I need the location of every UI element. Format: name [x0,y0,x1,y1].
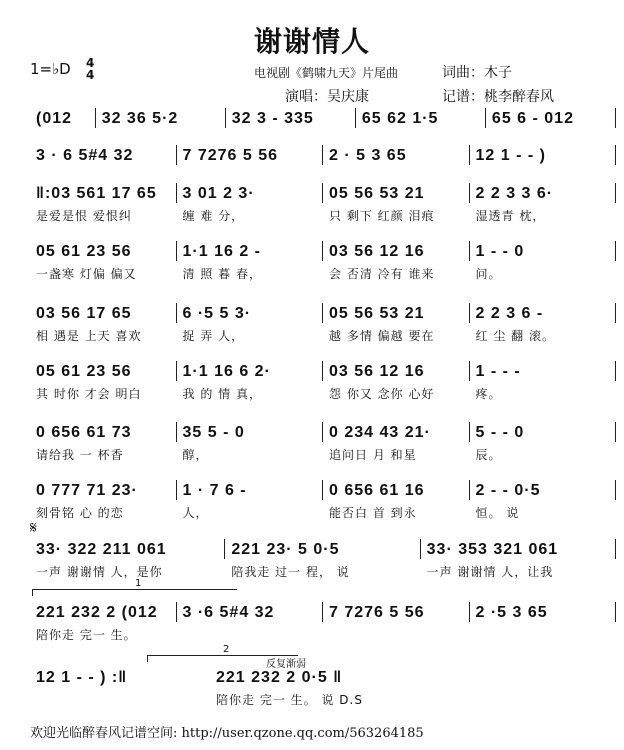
measure [356,108,486,128]
measure-notes: 3 01 2 3· [182,185,255,202]
measure-notes: 12 1 - - ) [475,147,546,164]
measure-notes: 1·1 16 2 - [182,243,261,260]
measure [30,108,96,128]
measure [30,361,177,401]
measure-lyrics: 其 时你 才会 明白 [36,387,142,401]
lyrics-music-credit: 词曲：木子 [442,65,512,81]
measure-lyrics: 是爱是恨 爱恨纠 [36,209,132,223]
key-signature: 1=♭D [30,60,71,78]
meter-bottom: 4 [86,68,95,82]
measure-notes: 0 656 61 73 [36,424,132,441]
score-row [30,145,616,165]
measure-lyrics: 会 否清 冷有 谁来 [329,267,435,281]
measure [470,303,617,343]
measure [30,539,225,579]
score-row [30,422,616,462]
measure-notes: 33· 353 321 061 [426,541,559,558]
measure [30,183,177,223]
measure [323,303,470,343]
measure-lyrics: 只 剩下 红颜 泪痕 [329,209,435,223]
measure-notes: 65 6 - 012 [491,110,574,127]
measure-lyrics: 怨 你又 念你 心好 [329,387,435,401]
measure-notes: 221 232 2 0·5 ‖ [216,669,343,686]
measure [323,602,470,622]
measure [470,361,617,401]
time-signature [86,57,94,81]
measure-notes: 32 36 5·2 [101,110,179,127]
measure-notes: 65 62 1·5 [361,110,439,127]
measure-lyrics: 恒。 说 [475,506,520,520]
measure [30,602,177,642]
measure-lyrics: 缠 难 分， [182,209,245,223]
measure-notes: 3 · 6 5#4 32 [36,147,134,164]
subtitle: 电视剧《鹤啸九天》片尾曲 [254,66,399,80]
volta-2-label: 2 [223,644,230,655]
measure-notes: 05 56 53 21 [329,185,425,202]
measure-notes: 0 234 43 21· [329,424,431,441]
measure-notes: 1·1 16 6 2· [182,363,271,380]
measure-notes: 5 - - 0 [475,424,525,441]
song-title: 谢谢情人 [253,25,370,58]
measure-lyrics: 醇， [182,448,209,462]
measure [177,303,324,343]
measure-notes: 05 61 23 56 [36,363,132,380]
measure [225,539,420,579]
measure-lyrics: 疼。 [475,387,502,401]
measure-notes: 2 ·5 3 65 [475,604,548,621]
measure-notes: 33· 322 211 061 [36,541,167,558]
first-ending-bracket [32,578,237,596]
measure-notes: 6 ·5 5 3· [182,305,252,322]
measure-notes: 05 56 53 21 [329,305,425,322]
measure-notes: 12 1 - - ) :‖ [36,669,128,686]
measure-notes: 1 - - - [475,363,521,380]
score-row [30,667,390,707]
measure-lyrics: 相 遇是 上天 喜欢 [36,329,142,343]
measure [30,241,177,281]
measure [177,422,324,462]
measure [30,303,177,343]
score-row [30,539,616,579]
measure [470,422,617,462]
measure-notes: 03 56 17 65 [36,305,132,322]
measure [470,145,617,165]
measure [177,361,324,401]
measure [177,241,324,281]
measure-notes: 7 7276 5 56 [182,147,279,164]
measure-notes: 0 656 61 16 [329,482,425,499]
measure [177,602,324,622]
measure [30,422,177,462]
singer-credit: 演唱：吴庆康 [285,89,369,105]
measure [323,145,470,165]
measure-notes: 1 - - 0 [475,243,525,260]
measure [323,183,470,223]
measure-lyrics: 陪我走 过一 程， 说 [231,565,350,579]
measure-lyrics: 一盏寒 灯偏 偏又 [36,267,137,281]
measure-lyrics: 湿透青 枕， [475,209,546,223]
measure-notes: 2 2 3 6 - [475,305,544,322]
measure [470,183,617,223]
measure-lyrics: 追问日 月 和星 [329,448,417,462]
measure-lyrics: 问。 [475,267,502,281]
measure-lyrics: 请给我 一 杯香 [36,448,124,462]
measure-notes: 35 5 - 0 [182,424,245,441]
measure-notes: 1 · 7 6 - [182,482,247,499]
measure-lyrics: 越 多情 偏越 要在 [329,329,435,343]
measure-lyrics: 辰。 [475,448,502,462]
transcriber-credit: 记谱：桃李醉春风 [442,89,554,105]
score-row [30,108,616,128]
measure-notes: 7 7276 5 56 [329,604,425,621]
measure [421,539,616,579]
measure [30,145,177,165]
measure-notes: 03 56 12 16 [329,243,425,260]
measure-lyrics: 清 照 暮 春， [182,267,262,281]
measure-notes: 32 3 - 335 [231,110,314,127]
measure-notes: 0 777 71 23· [36,482,138,499]
measure-lyrics: 刻骨铭 心 的恋 [36,506,124,520]
measure [226,108,356,128]
measure [470,241,617,281]
measure [323,361,470,401]
measure [177,145,324,165]
score-row [30,361,616,401]
score-row [30,480,616,520]
measure-notes: ‖:03 561 17 65 [36,185,157,202]
measure-lyrics: 一声 谢谢情 人，是你 [36,565,163,579]
measure-notes: 2 - - 0·5 [475,482,541,499]
measure-lyrics: 人， [182,506,209,520]
measure [30,667,210,687]
volta-1-label: 1 [135,578,142,589]
measure [96,108,226,128]
meter-top: 4 [86,56,95,70]
measure-notes: 2 · 5 3 65 [329,147,407,164]
footer-text: 欢迎光临醉春风记谱空间: http://user.qzone.qq.com/563264185 [30,726,424,741]
score-row [30,241,616,281]
measure [323,422,470,462]
measure [486,108,616,128]
measure-notes: (012 [36,110,73,127]
measure-lyrics: 能否白 首 到永 [329,506,417,520]
measure-lyrics: 陪你走 完一 生。 说 D.S [216,693,363,707]
measure [323,480,470,520]
measure-lyrics: 一声 谢谢情 人，让我 [426,565,554,579]
measure [210,667,390,707]
measure-notes: 05 61 23 56 [36,243,132,260]
measure [177,480,324,520]
measure-notes: 221 23· 5 0·5 [231,541,340,558]
measure-notes: 03 56 12 16 [329,363,425,380]
measure [470,480,617,520]
measure [470,602,617,622]
measure [323,241,470,281]
score-row [30,183,616,223]
measure [177,183,324,223]
measure-notes: 3 ·6 5#4 32 [182,604,275,621]
segno-sign: 𝄋 [30,518,37,537]
measure-lyrics: 捉 弄 人， [182,329,245,343]
measure-lyrics: 红 尘 翻 滚。 [475,329,555,343]
measure [30,480,177,520]
measure-notes: 2 2 3 3 6· [475,185,554,202]
dynamics-marking: 反复渐弱 [266,659,306,670]
measure-lyrics: 我 的 情 真， [182,387,262,401]
score-row [30,303,616,343]
measure-lyrics: 陪你走 完一 生。 [36,628,137,642]
measure-notes: 221 232 2 (012 [36,604,158,621]
score-row [30,602,616,642]
